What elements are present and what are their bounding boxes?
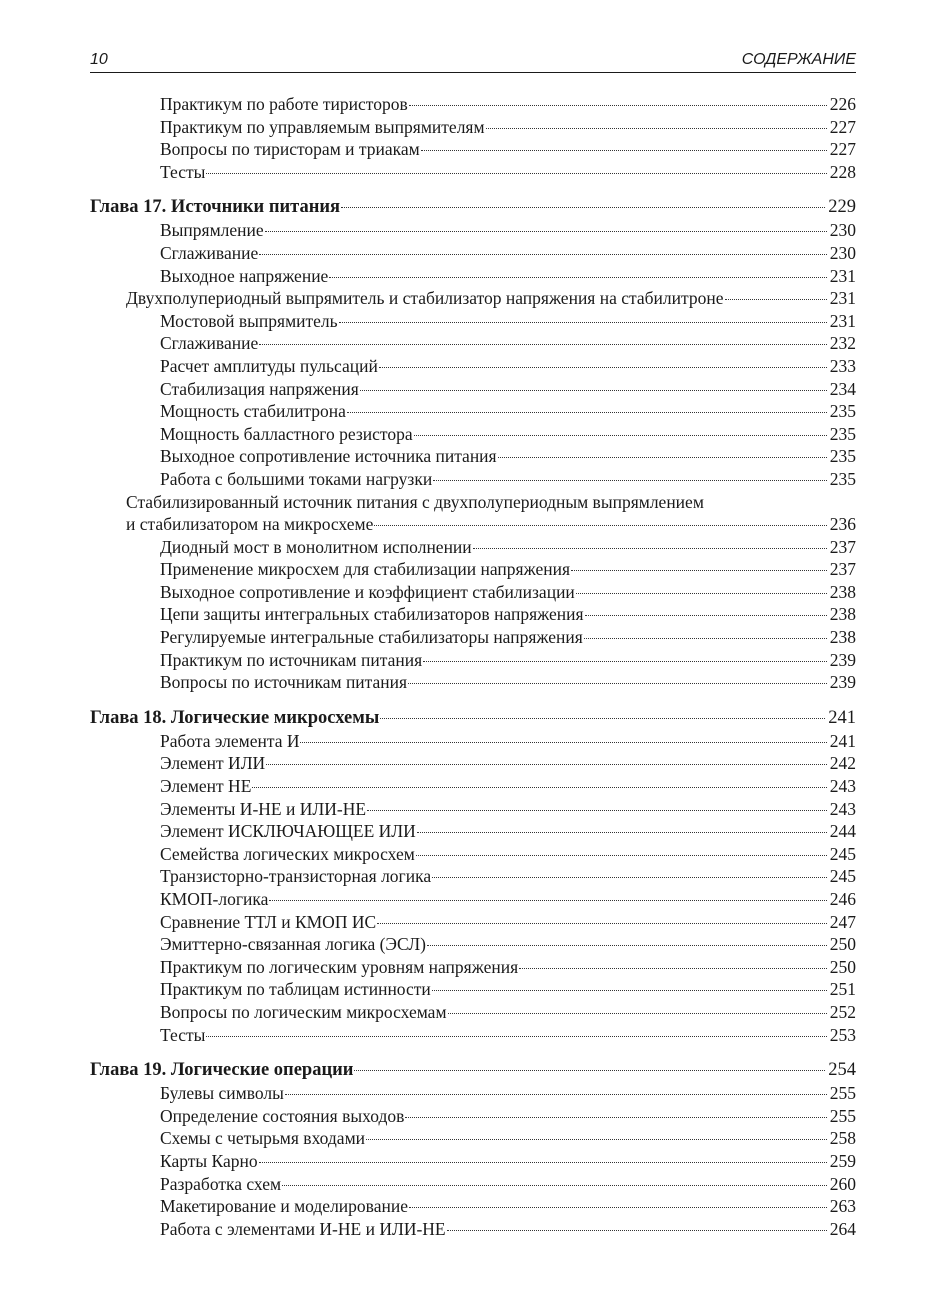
dot-leader: [725, 299, 827, 300]
entry-title: Тесты: [160, 1024, 206, 1045]
entry-page-number: 263: [829, 1196, 856, 1217]
toc-entry[interactable]: [90, 1195, 856, 1218]
toc-chapter-entry[interactable]: [90, 1058, 856, 1082]
entry-page-number: 245: [829, 843, 856, 864]
toc-entry[interactable]: [90, 1024, 856, 1047]
toc-entry[interactable]: [90, 1001, 856, 1024]
dot-leader: [339, 322, 827, 323]
dot-leader: [432, 990, 827, 991]
toc-entry[interactable]: [90, 265, 856, 288]
toc-entry[interactable]: [90, 911, 856, 934]
entry-title: Мостовой выпрямитель: [160, 310, 338, 331]
toc-entry[interactable]: [90, 1150, 856, 1173]
entry-page-number: 230: [829, 220, 856, 241]
dot-leader: [282, 1185, 827, 1186]
toc-entry[interactable]: [90, 116, 856, 139]
toc-entry[interactable]: [90, 626, 856, 649]
toc-entry[interactable]: [90, 581, 856, 604]
dot-leader: [367, 810, 827, 811]
toc-entry[interactable]: [90, 956, 856, 979]
dot-leader: [447, 1230, 827, 1231]
toc-entry[interactable]: [90, 978, 856, 1001]
entry-title: Двухполупериодный выпрямитель и стабилизатор напряжения на стабилитроне: [126, 288, 724, 309]
entry-title: Практикум по логическим уровням напряжения: [160, 956, 519, 977]
toc-entry[interactable]: [90, 287, 856, 310]
toc-entry[interactable]: [90, 865, 856, 888]
entry-page-number: 238: [829, 604, 856, 625]
dot-leader: [486, 128, 827, 129]
dot-leader: [285, 1094, 827, 1095]
entry-title: Вопросы по источникам питания: [160, 672, 408, 693]
entry-title: Определение состояния выходов: [160, 1105, 405, 1126]
toc-entry[interactable]: [90, 468, 856, 491]
entry-page-number: 235: [829, 468, 856, 489]
entry-page-number: 250: [829, 956, 856, 977]
toc-chapter-entry[interactable]: [90, 706, 856, 730]
entry-page-number: 231: [829, 310, 856, 331]
entry-page-number: 232: [829, 333, 856, 354]
entry-title: Элемент ИЛИ: [160, 753, 266, 774]
dot-leader: [433, 480, 827, 481]
entry-title: Цепи защиты интегральных стабилизаторов напряжения: [160, 604, 584, 625]
entry-title: Выпрямление: [160, 220, 264, 241]
dot-leader: [366, 1139, 827, 1140]
page-number: 10: [90, 51, 108, 68]
toc-entry-line: Стабилизированный источник питания с двухполупериодным выпрямлением: [126, 491, 704, 512]
toc-entry[interactable]: [90, 933, 856, 956]
entry-page-number: 231: [829, 265, 856, 286]
entry-page-number: 241: [829, 730, 856, 751]
entry-title: и стабилизатором на микросхеме: [126, 514, 374, 535]
toc-entry[interactable]: [90, 93, 856, 116]
toc-entry[interactable]: [90, 649, 856, 672]
entry-title: Мощность стабилитрона: [160, 401, 346, 422]
dot-leader: [409, 1207, 827, 1208]
toc-entry[interactable]: [90, 445, 856, 468]
entry-page-number: 237: [829, 536, 856, 557]
toc-entry[interactable]: [90, 558, 856, 581]
toc-entry[interactable]: [90, 752, 856, 775]
dot-leader: [266, 764, 827, 765]
dot-leader: [427, 945, 827, 946]
toc-entry[interactable]: [90, 1173, 856, 1196]
entry-page-number: 237: [829, 559, 856, 580]
dot-leader: [259, 1162, 827, 1163]
entry-page-number: 243: [829, 798, 856, 819]
entry-page-number: 239: [829, 649, 856, 670]
section-title: СОДЕРЖАНИЕ: [741, 51, 856, 68]
entry-title: Применение микросхем для стабилизации напряжения: [160, 559, 570, 580]
entry-title: Транзисторно-транзисторная логика: [160, 866, 432, 887]
entry-page-number: 264: [829, 1218, 856, 1239]
entry-page-number: 239: [829, 672, 856, 693]
toc-chapter-entry[interactable]: [90, 195, 856, 219]
entry-page-number: 228: [829, 161, 856, 182]
entry-title: Вопросы по тиристорам и триакам: [160, 139, 420, 160]
entry-page-number: 255: [829, 1083, 856, 1104]
entry-page-number: 233: [829, 355, 856, 376]
dot-leader: [571, 570, 827, 571]
entry-page-number: 247: [829, 911, 856, 932]
entry-title: Тесты: [160, 161, 206, 182]
entry-page-number: 235: [829, 446, 856, 467]
toc-entry[interactable]: [90, 378, 856, 401]
dot-leader: [585, 615, 827, 616]
toc-entry[interactable]: [90, 355, 856, 378]
dot-leader: [421, 150, 827, 151]
dot-leader: [416, 855, 827, 856]
dot-leader: [354, 1070, 825, 1071]
dot-leader: [377, 923, 827, 924]
toc-entry[interactable]: [90, 1218, 856, 1241]
entry-page-number: 244: [829, 821, 856, 842]
dot-leader: [519, 968, 827, 969]
dot-leader: [269, 900, 826, 901]
entry-page-number: 227: [829, 139, 856, 160]
entry-title: Практикум по таблицам истинности: [160, 979, 431, 1000]
entry-title: Схемы с четырьмя входами: [160, 1128, 366, 1149]
entry-title: Выходное сопротивление и коэффициент стабилизации: [160, 581, 575, 602]
entry-page-number: 250: [829, 934, 856, 955]
toc-entry[interactable]: [90, 310, 856, 333]
chapter-title: Глава 19. Логические операции: [90, 1060, 354, 1081]
entry-title: Практикум по источникам питания: [160, 649, 423, 670]
dot-leader: [347, 412, 827, 413]
entry-page-number: 252: [829, 1001, 856, 1022]
toc-entry[interactable]: [90, 1105, 856, 1128]
dot-leader: [206, 1036, 826, 1037]
toc-entry[interactable]: [90, 1127, 856, 1150]
dot-leader: [414, 435, 827, 436]
entry-title: Выходное сопротивление источника питания: [160, 446, 497, 467]
entry-title: Работа с элементами И-НЕ и ИЛИ-НЕ: [160, 1218, 446, 1239]
entry-page-number: 238: [829, 581, 856, 602]
entry-title: Мощность балластного резистора: [160, 423, 413, 444]
dot-leader: [584, 638, 827, 639]
dot-leader: [329, 277, 826, 278]
dot-leader: [259, 344, 827, 345]
entry-title: Выходное напряжение: [160, 265, 329, 286]
toc-entry[interactable]: [90, 775, 856, 798]
entry-title: Булевы символы: [160, 1083, 284, 1104]
dot-leader: [432, 877, 827, 878]
dot-leader: [417, 832, 827, 833]
entry-title: Работа с большими токами нагрузки: [160, 468, 433, 489]
entry-page-number: 259: [829, 1150, 856, 1171]
chapter-title: Глава 17. Источники питания: [90, 197, 341, 218]
toc-entry[interactable]: [90, 400, 856, 423]
entry-title: Сглаживание: [160, 333, 259, 354]
entry-page-number: 243: [829, 776, 856, 797]
dot-leader: [473, 548, 827, 549]
entry-page-number: 234: [829, 378, 856, 399]
entry-title: Семейства логических микросхем: [160, 843, 415, 864]
dot-leader: [380, 718, 825, 719]
entry-title: Макетирование и моделирование: [160, 1196, 408, 1217]
toc-entry[interactable]: [90, 138, 856, 161]
entry-title: Вопросы по логическим микросхемам: [160, 1001, 447, 1022]
dot-leader: [405, 1117, 826, 1118]
entry-page-number: 235: [829, 423, 856, 444]
entry-page-number: 251: [829, 979, 856, 1000]
dot-leader: [409, 105, 827, 106]
entry-title: Элемент ИСКЛЮЧАЮЩЕЕ ИЛИ: [160, 821, 416, 842]
entry-title: Работа элемента И: [160, 730, 300, 751]
dot-leader: [408, 683, 827, 684]
entry-title: Сглаживание: [160, 242, 259, 263]
toc-entry[interactable]: [90, 730, 856, 753]
entry-title: Диодный мост в монолитном исполнении: [160, 536, 472, 557]
dot-leader: [379, 367, 827, 368]
entry-page-number: 230: [829, 242, 856, 263]
toc-entry[interactable]: [90, 798, 856, 821]
entry-title: Регулируемые интегральные стабилизаторы напряжения: [160, 627, 583, 648]
entry-title: Расчет амплитуды пульсаций: [160, 355, 378, 376]
entry-page-number: 227: [829, 116, 856, 137]
toc-entry[interactable]: [90, 888, 856, 911]
dot-leader: [252, 787, 826, 788]
entry-page-number: 231: [829, 288, 856, 309]
entry-page-number: 260: [829, 1173, 856, 1194]
toc-entry[interactable]: [90, 536, 856, 559]
dot-leader: [374, 525, 826, 526]
entry-title: Карты Карно: [160, 1150, 258, 1171]
entry-title: Стабилизация напряжения: [160, 378, 359, 399]
chapter-title: Глава 18. Логические микросхемы: [90, 707, 380, 728]
entry-title: Элементы И-НЕ и ИЛИ-НЕ: [160, 798, 367, 819]
page-header: [90, 50, 856, 73]
dot-leader: [498, 457, 827, 458]
toc-entry[interactable]: [90, 423, 856, 446]
toc-entry[interactable]: [90, 671, 856, 694]
dot-leader: [300, 742, 826, 743]
dot-leader: [576, 593, 827, 594]
entry-page-number: 246: [829, 889, 856, 909]
entry-title: Практикум по работе тиристоров: [160, 94, 408, 114]
toc-entry[interactable]: [90, 332, 856, 355]
entry-page-number: 255: [829, 1105, 856, 1126]
toc-entry[interactable]: [90, 219, 856, 242]
entry-page-number: 253: [829, 1024, 856, 1045]
entry-page-number: 226: [829, 94, 856, 114]
dot-leader: [341, 207, 825, 208]
entry-title: Практикум по управляемым выпрямителям: [160, 116, 485, 137]
dot-leader: [360, 390, 827, 391]
entry-page-number: 229: [828, 197, 856, 218]
toc-entry[interactable]: [90, 1082, 856, 1105]
entry-page-number: 241: [828, 707, 856, 728]
entry-page-number: 258: [829, 1128, 856, 1149]
entry-page-number: 242: [829, 753, 856, 774]
toc-entry[interactable]: [90, 603, 856, 626]
dot-leader: [423, 661, 827, 662]
dot-leader: [265, 231, 827, 232]
entry-page-number: 236: [829, 514, 856, 535]
entry-page-number: 245: [829, 866, 856, 887]
toc-entry[interactable]: [90, 513, 856, 536]
dot-leader: [206, 173, 826, 174]
entry-title: Разработка схем: [160, 1173, 282, 1194]
entry-page-number: 235: [829, 401, 856, 422]
toc-entry[interactable]: [90, 161, 856, 184]
entry-title: Элемент НЕ: [160, 776, 252, 797]
entry-page-number: 238: [829, 627, 856, 648]
dot-leader: [259, 254, 827, 255]
toc-entry[interactable]: [90, 843, 856, 866]
entry-title: Эмиттерно-связанная логика (ЭСЛ): [160, 934, 426, 955]
dot-leader: [448, 1013, 827, 1014]
entry-title: КМОП-логика: [160, 889, 269, 909]
entry-page-number: 254: [828, 1060, 856, 1081]
toc-entry[interactable]: [90, 820, 856, 843]
table-of-contents: [90, 93, 856, 1240]
toc-entry[interactable]: [90, 242, 856, 265]
entry-title: Сравнение ТТЛ и КМОП ИС: [160, 911, 377, 932]
